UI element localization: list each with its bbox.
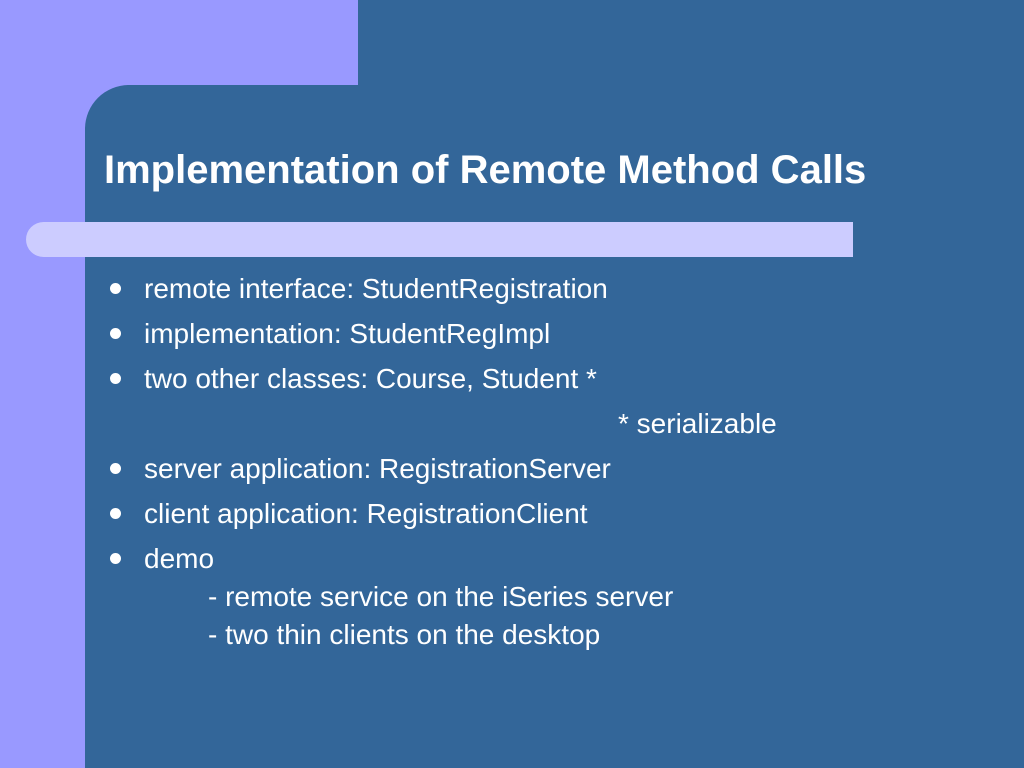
bullet-text: client application: RegistrationClient xyxy=(144,498,588,529)
bullet-text: remote interface: StudentRegistration xyxy=(144,273,608,304)
bullet-item xyxy=(104,356,777,401)
title-divider-bar xyxy=(26,222,853,257)
bullet-text: server application: RegistrationServer xyxy=(144,453,611,484)
demo-sub-item: - two thin clients on the desktop xyxy=(208,619,601,650)
bullet-item xyxy=(104,311,777,356)
bullet-dot-icon xyxy=(110,463,121,474)
bullet-item-demo xyxy=(104,536,777,654)
bullet-dot-icon xyxy=(110,508,121,519)
left-accent-strip xyxy=(0,0,85,768)
bullet-text: implementation: StudentRegImpl xyxy=(144,318,551,349)
bullet-text: two other classes: Course, Student * xyxy=(144,363,597,394)
demo-sub-item: - remote service on the iSeries server xyxy=(208,581,674,612)
bullet-dot-icon xyxy=(110,553,121,564)
bullet-item xyxy=(104,446,777,491)
bullet-dot-icon xyxy=(110,328,121,339)
serializable-note: * serializable xyxy=(618,408,777,439)
bullet-item xyxy=(104,491,777,536)
bullet-text: demo xyxy=(144,543,215,574)
bullet-item xyxy=(104,266,777,311)
bullet-dot-icon xyxy=(110,283,121,294)
top-accent-block xyxy=(0,0,358,85)
bullet-list xyxy=(104,266,777,654)
bullet-dot-icon xyxy=(110,373,121,384)
slide-title: Implementation of Remote Method Calls xyxy=(104,148,867,192)
